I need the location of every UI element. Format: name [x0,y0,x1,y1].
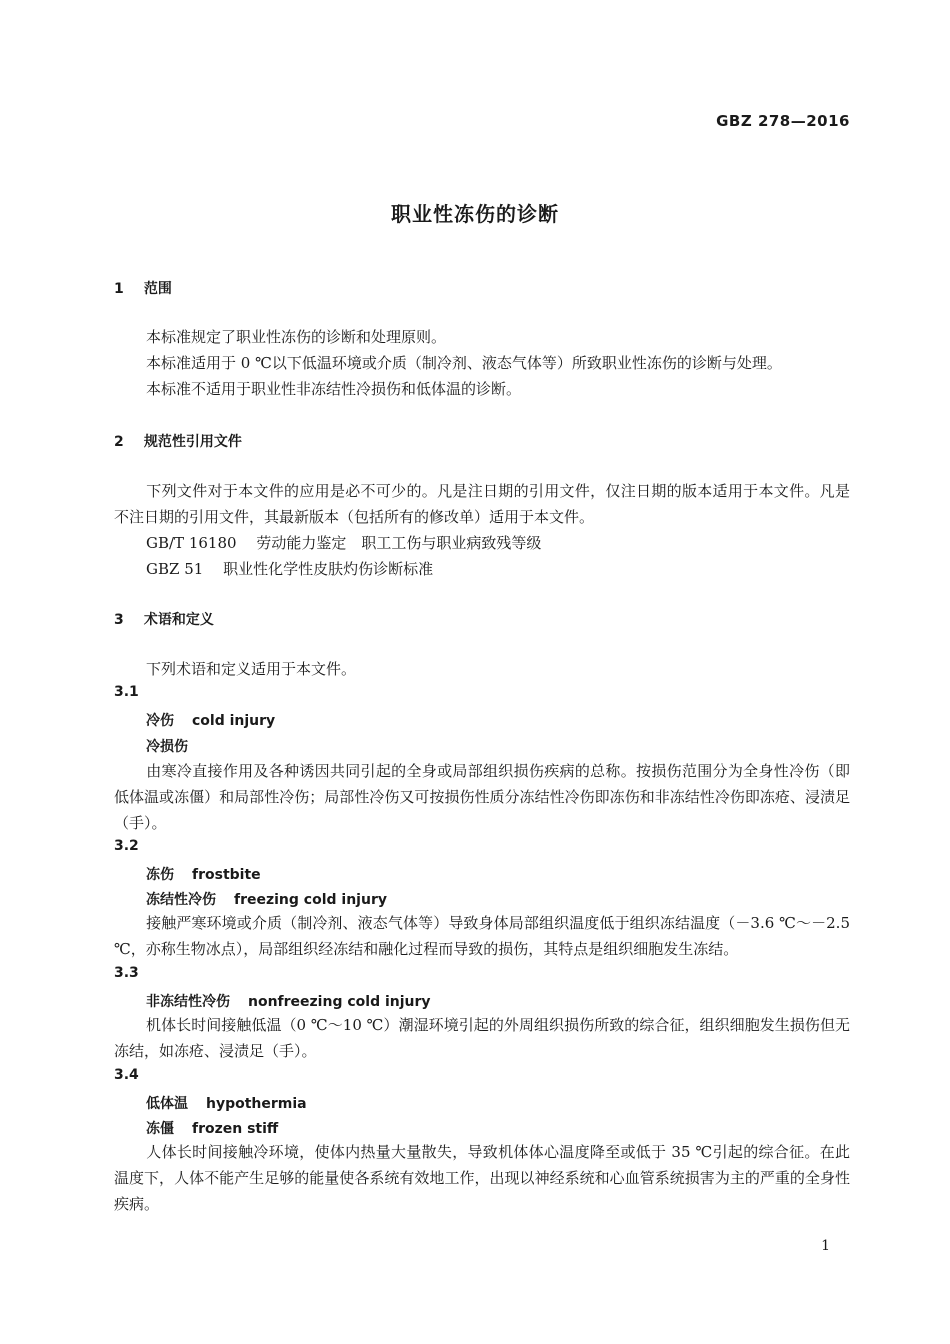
term-cn: 非冻结性冷伤 [146,994,230,1010]
section-number: 3 [114,612,124,628]
clause-number: 3.2 [114,838,139,854]
section-1-heading [114,278,172,298]
reference-code: GB/T 16180 [146,534,237,552]
reference-code: GBZ 51 [146,560,204,578]
term-entry [146,864,261,884]
term-cn: 冷伤 [146,713,174,729]
paragraph: 本标准适用于 0 ℃以下低温环境或介质（制冷剂、液态气体等）所致职业性冻伤的诊断与处理。 [146,354,782,372]
synonym-cn: 冷损伤 [146,739,188,755]
paragraph: 本标准不适用于职业性非冻结性冷损伤和低体温的诊断。 [146,380,522,398]
page-number: 1 [821,1238,830,1254]
standard-number: GBZ 278—2016 [716,112,850,130]
definition-text: 人体长时间接触冷环境，使体内热量大量散失，导致机体体心温度降至或低于 35 ℃引起的综合征。在此温度下，人体不能产生足够的能量使各系统有效地工作，出现以神经系统和心血管系统损害为主的严重的全身性疾病。 [114,1143,850,1213]
definition-text: 接触严寒环境或介质（制冷剂、液态气体等）导致身体局部组织温度低于组织冻结温度（－3.6 ℃～－2.5 ℃，亦称生物冰点），局部组织经冻结和融化过程而导致的损伤，其特点是组织细胞发生冻结。 [114,914,850,958]
term-cn: 冻伤 [146,867,174,883]
definition [114,1012,850,1064]
reference-title: 劳动能力鉴定 职工工伤与职业病致残等级 [256,534,542,552]
section-number: 1 [114,281,124,297]
term-cn: 低体温 [146,1096,188,1112]
term-entry [146,1093,307,1113]
clause-number: 3.1 [114,684,139,700]
synonym-en: frozen stiff [192,1121,279,1137]
definition [114,758,850,836]
section-title: 术语和定义 [143,612,214,628]
reference-title: 职业性化学性皮肤灼伤诊断标准 [223,560,434,578]
paragraph: 下列术语和定义适用于本文件。 [146,660,357,678]
term-synonym [146,889,387,909]
paragraph-text: 下列文件对于本文件的应用是必不可少的。凡是注日期的引用文件，仅注日期的版本适用于本文件。凡是不注日期的引用文件，其最新版本（包括所有的修改单）适用于本文件。 [114,482,850,526]
clause-number: 3.3 [114,965,139,981]
term-synonym [146,1118,278,1138]
clause-number: 3.4 [114,1067,139,1083]
section-number: 2 [114,434,124,450]
section-title: 范围 [143,281,172,297]
definition [114,1139,850,1217]
definition-text: 机体长时间接触低温（0 ℃～10 ℃）潮湿环境引起的外周组织损伤所致的综合征，组织细胞发生损伤但无冻结，如冻疮、浸渍足（手）。 [114,1016,850,1060]
reference-item [146,556,433,582]
page-title: 职业性冻伤的诊断 [391,202,559,226]
synonym-cn: 冻僵 [146,1121,174,1137]
synonym-cn: 冻结性冷伤 [146,892,216,908]
term-synonym [146,736,188,756]
section-title: 规范性引用文件 [143,434,242,450]
term-en: cold injury [192,713,276,729]
paragraph: 本标准规定了职业性冻伤的诊断和处理原则。 [146,328,447,346]
paragraph [114,478,850,530]
section-2-heading [114,431,242,451]
term-en: nonfreezing cold injury [248,994,431,1010]
reference-item [146,530,541,556]
term-entry [146,710,275,730]
definition [114,910,850,962]
term-en: hypothermia [206,1096,307,1112]
term-en: frostbite [192,867,261,883]
term-entry [146,991,431,1011]
synonym-en: freezing cold injury [234,892,387,908]
definition-text: 由寒冷直接作用及各种诱因共同引起的全身或局部组织损伤疾病的总称。按损伤范围分为全身性冷伤（即低体温或冻僵）和局部性冷伤；局部性冷伤又可按损伤性质分冻结性冷伤即冻伤和非冻结性冷伤即冻疮、浸渍足（手）。 [114,762,850,832]
section-3-heading [114,609,214,629]
